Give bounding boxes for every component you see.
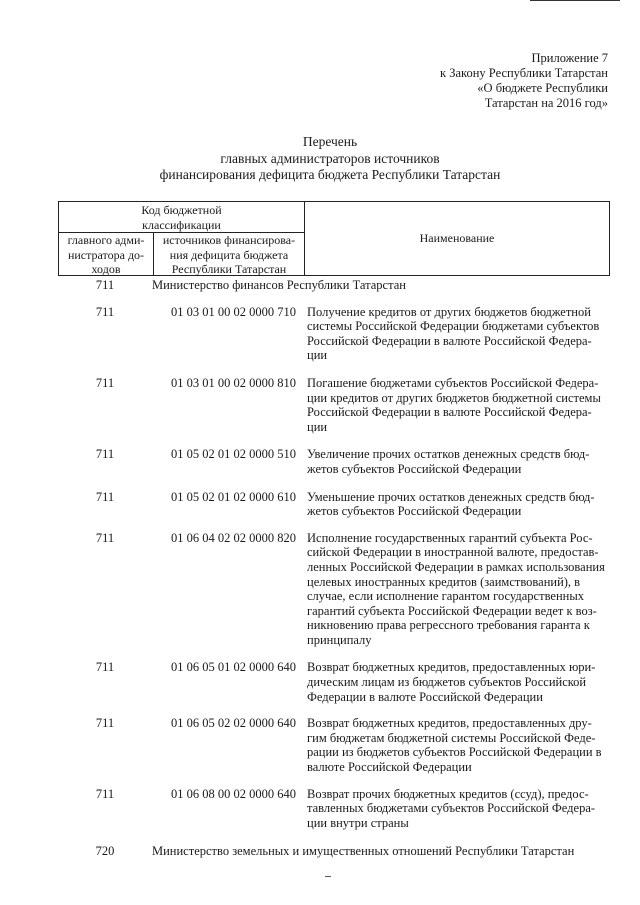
source-code: 01 06 05 01 02 0000 640	[171, 660, 296, 675]
source-code: 01 06 08 00 02 0000 640	[171, 786, 296, 801]
source-code: 01 05 02 01 02 0000 510	[171, 447, 296, 462]
item-name-line: случае, если исполнение гарантом государственных	[307, 589, 584, 604]
table-row	[0, 376, 640, 434]
item-name-line: ции кредитов от других бюджетов бюджетной системы	[307, 390, 601, 405]
item-name	[152, 278, 610, 293]
item-name-line: сийской Федерации в иностранной валюте, предостав-	[307, 545, 599, 560]
table-header	[58, 201, 610, 276]
item-name-line: Получение кредитов от других бюджетов бюджетной	[307, 304, 591, 319]
source-code: 01 03 01 00 02 0000 710	[171, 304, 296, 319]
item-name	[307, 376, 610, 434]
item-name-line: принципалу	[307, 632, 372, 647]
administrator-code: 711	[95, 786, 115, 801]
item-name-line: Федерации в валюте Российской Федерации	[307, 689, 543, 704]
header-administrator	[59, 233, 153, 277]
appendix-line: Приложение 7	[531, 51, 608, 65]
item-name-line: дическим лицам из бюджетов субъектов Российской	[307, 675, 587, 690]
item-name-line: гарантий субъекта Российской Федерации ведет к воз-	[307, 603, 597, 618]
appendix-line: Татарстан на 2016 год»	[484, 96, 608, 110]
item-name	[307, 490, 610, 519]
title-line: главных администраторов источников	[220, 150, 440, 166]
document-title	[0, 134, 640, 184]
item-name-line: ции	[307, 419, 328, 434]
item-name-line: целевых иностранных кредитов (заимствований), в	[307, 574, 581, 589]
item-name	[307, 660, 610, 704]
item-name-line: Увеличение прочих остатков денежных средств бюд-	[307, 447, 590, 462]
source-code: 01 06 05 02 02 0000 640	[171, 716, 296, 731]
item-name	[152, 844, 610, 859]
ministry-row	[0, 278, 640, 293]
administrator-code: 711	[95, 716, 115, 731]
administrator-code: 711	[95, 530, 115, 545]
administrator-code: 711	[95, 447, 115, 462]
header-source	[154, 233, 304, 277]
appendix-line: к Закону Республики Татарстан	[440, 66, 608, 80]
item-name	[307, 787, 610, 831]
table-row	[0, 490, 640, 519]
item-name-line: Возврат бюджетных кредитов, предоставленных дру-	[307, 716, 592, 731]
ministry-row	[0, 844, 640, 859]
footer-mark	[325, 876, 331, 877]
item-name-line: валюте Российской Федерации	[307, 760, 472, 775]
appendix-line: «О бюджете Республики	[477, 81, 608, 95]
header-code-group	[59, 203, 304, 232]
administrator-code: 711	[95, 489, 115, 504]
item-name-line: Российской Федерации в валюте Российской Федера-	[307, 405, 592, 420]
header-text: ния дефицита бюджета	[169, 247, 289, 262]
administrator-code: 711	[95, 304, 115, 319]
title-line: финансирования дефицита бюджета Республики Татарстан	[159, 167, 501, 182]
table-row	[0, 531, 640, 648]
header-text: Республики Татарстан	[171, 262, 287, 276]
item-name-line: жетов субъектов Российской Федерации	[307, 504, 522, 519]
header-text: классификации	[142, 217, 221, 232]
item-name	[307, 305, 610, 363]
item-name-line: Возврат прочих бюджетных кредитов (ссуд), предос-	[307, 786, 589, 801]
title-line: Перечень	[302, 134, 358, 149]
administrator-code: 711	[95, 375, 115, 390]
item-name-line: никновению права регрессного требования гаранта к	[307, 618, 590, 633]
header-text: Код бюджетной	[141, 203, 222, 217]
item-name-line: тавленных бюджетами субъектов Российской Федера-	[307, 801, 596, 816]
header-text: нистратора до-	[67, 247, 145, 262]
item-name-line: Министерство земельных и имущественных отношений Республики Татарстан	[152, 844, 575, 859]
source-code: 01 05 02 01 02 0000 610	[171, 489, 296, 504]
item-name-line: Погашение бюджетами субъектов Российской Федера-	[307, 375, 599, 390]
table-body	[0, 278, 640, 859]
item-name-line: Российской Федерации в валюте Российской Федера-	[307, 333, 592, 348]
item-name-line: Министерство финансов Республики Татарстан	[152, 278, 406, 292]
source-code: 01 06 04 02 02 0000 820	[171, 530, 296, 545]
header-text: главного адми-	[67, 233, 145, 247]
source-code: 01 03 01 00 02 0000 810	[171, 375, 296, 390]
administrator-code: 711	[95, 278, 115, 292]
item-name	[307, 716, 610, 774]
item-name-line: жетов субъектов Российской Федерации	[307, 461, 522, 476]
item-name-line: ции	[307, 348, 328, 363]
table-row	[0, 305, 640, 363]
item-name-line: ленных Российской Федерации в рамках использования	[307, 559, 605, 574]
item-name-line: рации из бюджетов субъектов Российской Федерации в	[307, 745, 602, 760]
administrator-code: 711	[95, 660, 115, 675]
item-name-line: Возврат бюджетных кредитов, предоставленных юри-	[307, 660, 596, 675]
header-name: Наименование	[419, 231, 495, 245]
table-row	[0, 716, 640, 774]
item-name-line: Исполнение государственных гарантий субъекта Рос-	[307, 530, 593, 545]
item-name	[307, 531, 610, 648]
item-name	[307, 447, 610, 476]
table-row	[0, 787, 640, 831]
table-row	[0, 447, 640, 476]
header-text: источников финансирова-	[162, 233, 296, 247]
item-name-line: системы Российской Федерации бюджетами субъектов	[307, 319, 600, 334]
item-name-line: Уменьшение прочих остатков денежных средств бюд-	[307, 489, 595, 504]
header-text: ходов	[91, 262, 121, 276]
item-name-line: гим бюджетам бюджетной системы Российской Феде-	[307, 730, 596, 745]
item-name-line: ции внутри страны	[307, 815, 409, 830]
table-row	[0, 660, 640, 704]
administrator-code: 720	[95, 844, 115, 859]
appendix-header	[440, 51, 608, 111]
top-edge-line	[530, 0, 620, 1]
